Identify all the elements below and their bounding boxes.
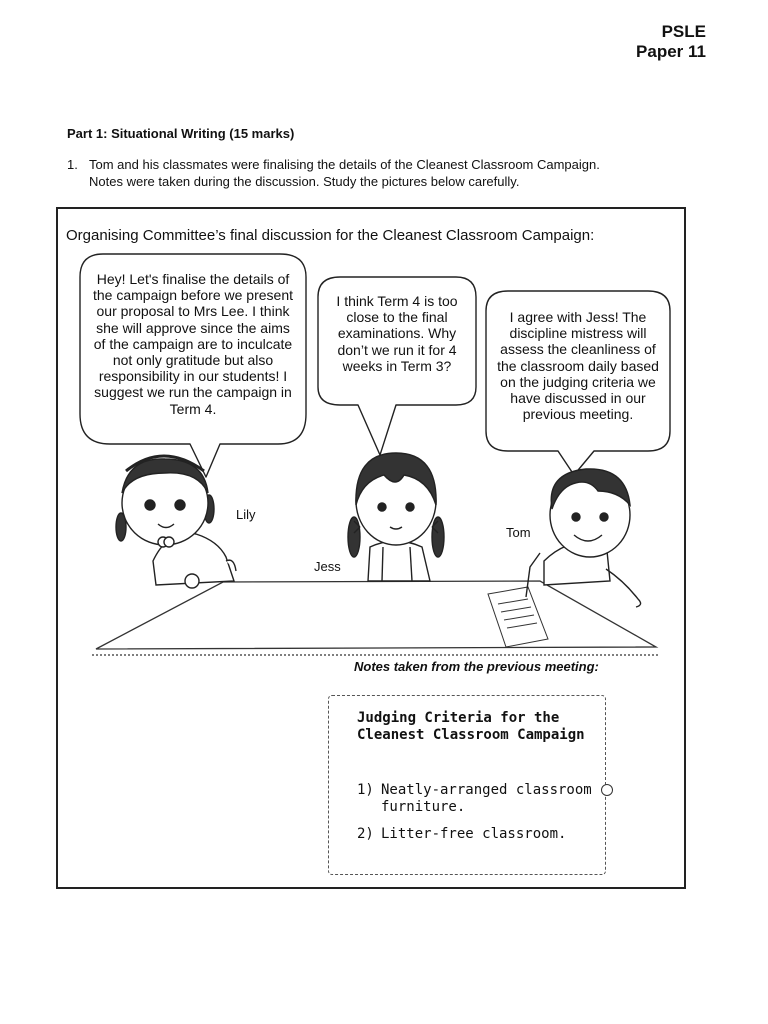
tom-name-label: Tom [506,525,531,540]
tom-speech-text: I agree with Jess! The discipline mistress will assess the cleanliness of the classroom daily based on the judging criteria we have discussed in our previous meeting. [497,309,659,423]
part-heading: Part 1: Situational Writing (15 marks) [67,126,295,141]
paper-number: Paper 11 [636,42,706,61]
note-item-number: 1) [357,782,374,798]
jess-speech-text: I think Term 4 is too close to the final examinations. Why don’t we run it for 4 weeks in Term 3? [336,293,458,374]
binder-ring-icon [601,784,613,796]
note-item-1 [357,782,597,816]
jess-figure [348,453,444,581]
question-number: 1. [67,157,78,172]
panel-title: Organising Committee’s final discussion for the Cleanest Classroom Campaign: [66,227,595,244]
note-item-2 [357,826,597,843]
exam-name: PSLE [661,22,706,41]
note-item-text: Litter-free classroom. [381,826,567,842]
note-item-number: 2) [357,826,374,842]
notes-heading: Notes taken from the previous meeting: [354,659,599,674]
lily-speech-text: Hey! Let's finalise the details of the campaign before we present our proposal to Mrs Lee. I think she will approve since the aims of the campaign are to inculcate not only gratitude but also responsibility in our students! I suggest we run the campaign in Term 4. [92,271,293,417]
note-item-text: Neatly-arranged classroom furniture. [381,782,592,815]
question-line-1: Tom and his classmates were finalising the details of the Cleanest Classroom Campaign. [89,157,600,172]
question-1 [67,156,687,190]
lily-name-label: Lily [236,507,256,522]
jess-name-label: Jess [314,559,341,574]
discussion-panel [56,207,686,889]
question-text [89,156,687,190]
note-title: Judging Criteria for the Cleanest Classroom Campaign [357,710,585,743]
paper-header [636,22,706,62]
judging-criteria-note [328,695,606,875]
table [92,581,660,655]
question-line-2: Notes were taken during the discussion. Study the pictures below carefully. [89,174,520,189]
lily-figure [116,456,236,588]
